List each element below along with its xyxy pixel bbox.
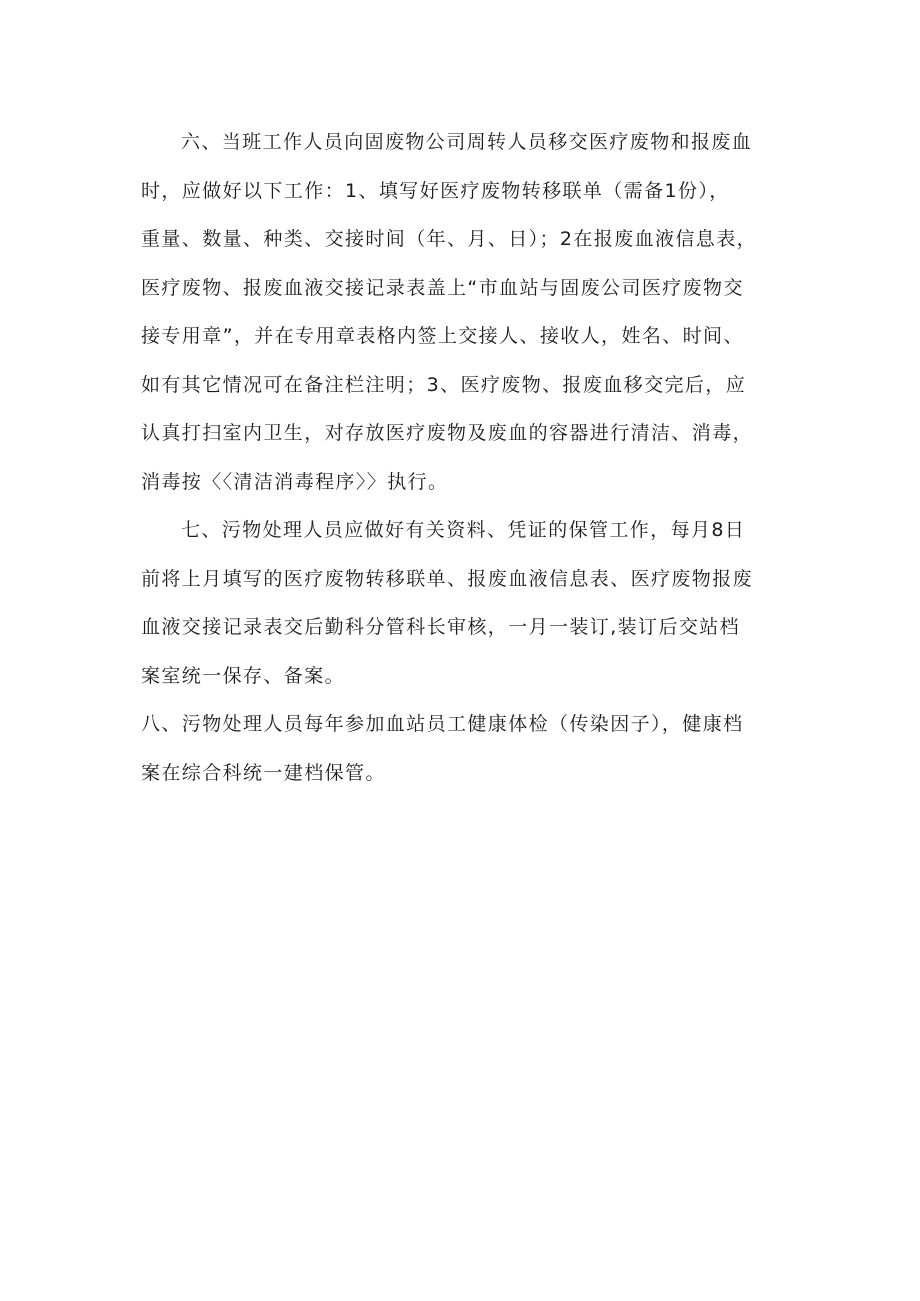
paragraph-8-line: 案在综合科统一建档保管。 (141, 761, 386, 784)
paragraph-6-line: 时，应做好以下工作：1、填写好医疗废物转移联单（需备1份）， (141, 179, 730, 202)
document-body (141, 122, 796, 801)
paragraph-6-line: 接专用章”，并在专用章表格内签上交接人、接收人，姓名、时间、 (141, 325, 744, 347)
paragraph-6-line: 认真打扫室内卫生，对存放医疗废物及废血的容器进行清洁、消毒， (141, 422, 754, 444)
paragraph-7-line: 血液交接记录表交后勤科分管科长审核，一月一装订,装订后交站档 (141, 616, 741, 638)
paragraph-7-line: 七、污物处理人员应做好有关资料、凭证的保管工作，每月8日 (181, 519, 746, 541)
paragraph-7 (141, 510, 796, 704)
paragraph-8 (141, 704, 796, 801)
paragraph-7-line: 案室统一保存、备案。 (141, 664, 346, 687)
paragraph-8-line: 八、污物处理人员每年参加血站员工健康体检（传染因子），健康档 (141, 713, 744, 735)
paragraph-6-line: 医疗废物、报废血液交接记录表盖上“市血站与固废公司医疗废物交 (141, 276, 744, 299)
paragraph-6-line: 六、当班工作人员向固废物公司周转人员移交医疗废物和报废血 (181, 131, 753, 153)
paragraph-7-line: 前将上月填写的医疗废物转移联单、报废血液信息表、医疗废物报废 (141, 567, 754, 590)
paragraph-6-line: 消毒按〈〈清洁消毒程序〉〉执行。 (141, 470, 449, 493)
paragraph-6-line: 如有其它情况可在备注栏注明；3、医疗废物、报废血移交完后，应 (141, 373, 747, 396)
paragraph-6-line: 重量、数量、种类、交接时间（年、月、日）；2在报废血液信息表， (141, 228, 757, 250)
paragraph-6 (141, 122, 796, 510)
